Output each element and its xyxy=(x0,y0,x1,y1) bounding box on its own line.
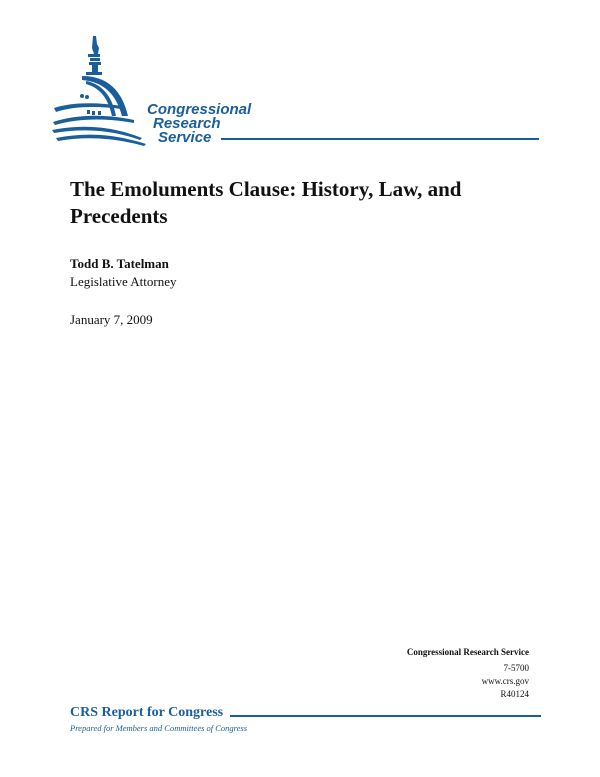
author-name: Todd B. Tatelman xyxy=(70,256,169,271)
capitol-dome-icon xyxy=(52,34,152,146)
logo-text-service: Service xyxy=(158,129,212,146)
document-date: January 7, 2009 xyxy=(70,312,153,327)
footer-title: CRS Report for Congress xyxy=(70,705,224,720)
meta-website-link[interactable]: www.crs.gov xyxy=(481,676,529,686)
footer-divider xyxy=(230,715,541,717)
meta-report-id: R40124 xyxy=(500,689,529,699)
header-divider xyxy=(221,138,539,140)
document-title: The Emoluments Clause: History, Law, and Precedents xyxy=(70,177,462,228)
footer-subtitle: Prepared for Members and Committees of Congress xyxy=(70,723,248,733)
logo-text-congressional: Congressional xyxy=(147,101,252,118)
meta-organization: Congressional Research Service xyxy=(406,647,529,657)
logo-text-research: Research xyxy=(153,115,221,132)
author-role: Legislative Attorney xyxy=(70,274,177,289)
meta-phone: 7-5700 xyxy=(503,663,529,673)
